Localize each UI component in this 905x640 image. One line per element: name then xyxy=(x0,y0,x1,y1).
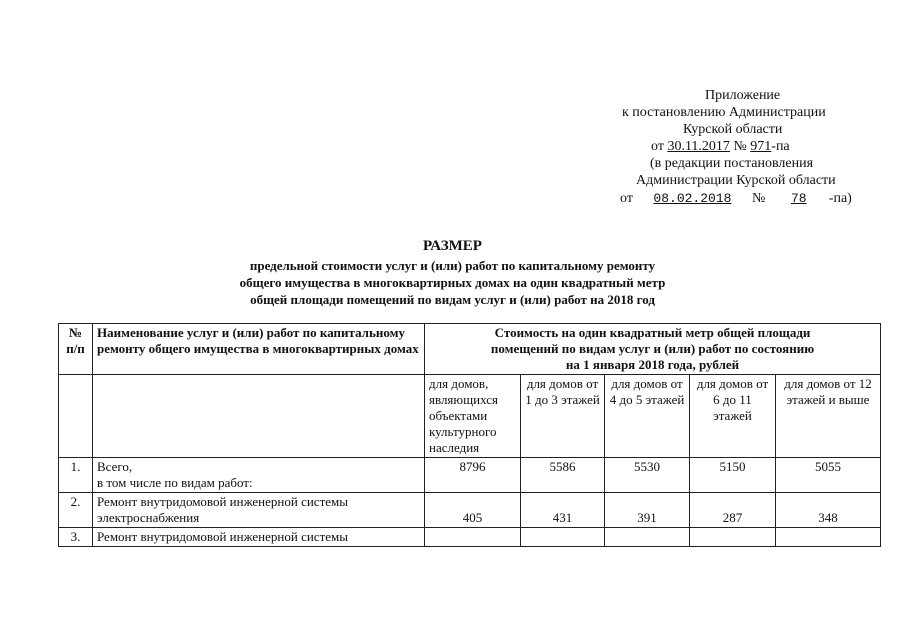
cost-table xyxy=(58,323,881,547)
subheader-12-plus-floors: для домов от 12 этажей и выше xyxy=(776,375,881,458)
subtitle-line-2: общего имущества в многоквартирных домах на один квадратный метр xyxy=(239,275,666,290)
appendix-line-2: Курской области xyxy=(683,122,783,137)
edition-from: от xyxy=(620,191,633,206)
subtitle-line-3: общей площади помещений по видам услуг и (или) работ на 2018 год xyxy=(250,292,655,307)
edition-line-1: (в редакции постановления xyxy=(650,156,814,171)
row-name: Ремонт внутридомовой инженерной системы xyxy=(93,528,425,547)
value-12-plus-floors: 348 xyxy=(776,493,881,528)
subheader-empty-name xyxy=(93,375,425,458)
appendix-date-line xyxy=(651,138,790,155)
date-prefix: от xyxy=(651,139,664,154)
value-12-plus-floors: 5055 xyxy=(776,458,881,493)
subheader-1-3-floors: для домов от 1 до 3 этажей xyxy=(521,375,605,458)
edition-line-2: Администрации Курской области xyxy=(636,173,836,188)
decree-number: 971 xyxy=(750,139,772,154)
value-1-3-floors xyxy=(521,528,605,547)
row-name-line-2: электроснабжения xyxy=(97,510,200,525)
decree-date: 30.11.2017 xyxy=(667,139,730,154)
edition-date: 08.02.2018 xyxy=(653,191,732,206)
subheader-heritage: для домов, являющихся объектами культурного наследия xyxy=(425,375,521,458)
header-cost-line-3: на 1 января 2018 года, рублей xyxy=(565,357,740,372)
table-row xyxy=(59,528,881,547)
appendix-line-1: к постановлению Администрации xyxy=(622,105,826,120)
appendix-title: Приложение xyxy=(705,88,781,103)
row-number: 1. xyxy=(59,458,93,493)
row-name-line-1: Всего, xyxy=(97,459,133,474)
value-6-11-floors: 287 xyxy=(690,493,776,528)
subtitle-line-1: предельной стоимости услуг и (или) работ по капитальному ремонту xyxy=(249,258,656,273)
header-cost-line-2: помещений по видам услуг и (или) работ по состоянию xyxy=(490,341,815,356)
value-6-11-floors: 5150 xyxy=(690,458,776,493)
edition-suffix: -па) xyxy=(828,191,852,206)
value-6-11-floors xyxy=(690,528,776,547)
row-name-line-2: в том числе по видам работ: xyxy=(97,475,253,490)
value-4-5-floors: 5530 xyxy=(605,458,690,493)
value-4-5-floors: 391 xyxy=(605,493,690,528)
table-header-row xyxy=(59,324,881,375)
header-cell-cost xyxy=(425,324,881,375)
value-heritage: 8796 xyxy=(425,458,521,493)
subheader-4-5-floors: для домов от 4 до 5 этажей xyxy=(605,375,690,458)
row-name xyxy=(93,458,425,493)
number-prefix: № xyxy=(733,139,747,154)
value-1-3-floors: 431 xyxy=(521,493,605,528)
subheader-6-11-floors: для домов от 6 до 11 этажей xyxy=(690,375,776,458)
value-heritage xyxy=(425,528,521,547)
document-title: РАЗМЕР xyxy=(423,238,482,254)
table-row xyxy=(59,493,881,528)
header-cost-line-1: Стоимость на один квадратный метр общей площади xyxy=(494,325,811,340)
edition-date-line xyxy=(620,190,852,207)
header-number-sign: № xyxy=(68,325,83,340)
row-name xyxy=(93,493,425,528)
value-1-3-floors: 5586 xyxy=(521,458,605,493)
edition-no-prefix: № xyxy=(751,191,766,206)
subheader-empty-number xyxy=(59,375,93,458)
row-number: 2. xyxy=(59,493,93,528)
value-heritage: 405 xyxy=(425,493,521,528)
row-name-line-1: Ремонт внутридомовой инженерной системы xyxy=(97,494,348,509)
header-number-pp: п/п xyxy=(66,341,85,356)
edition-number: 78 xyxy=(790,191,807,206)
table-row xyxy=(59,458,881,493)
row-number: 3. xyxy=(59,528,93,547)
table-subheader-row xyxy=(59,375,881,458)
header-cell-name: Наименование услуг и (или) работ по капитальному ремонту общего имущества в многоквартирных домах xyxy=(93,324,425,375)
value-12-plus-floors xyxy=(776,528,881,547)
number-suffix: -па xyxy=(771,139,790,154)
value-4-5-floors xyxy=(605,528,690,547)
header-cell-number xyxy=(59,324,93,375)
